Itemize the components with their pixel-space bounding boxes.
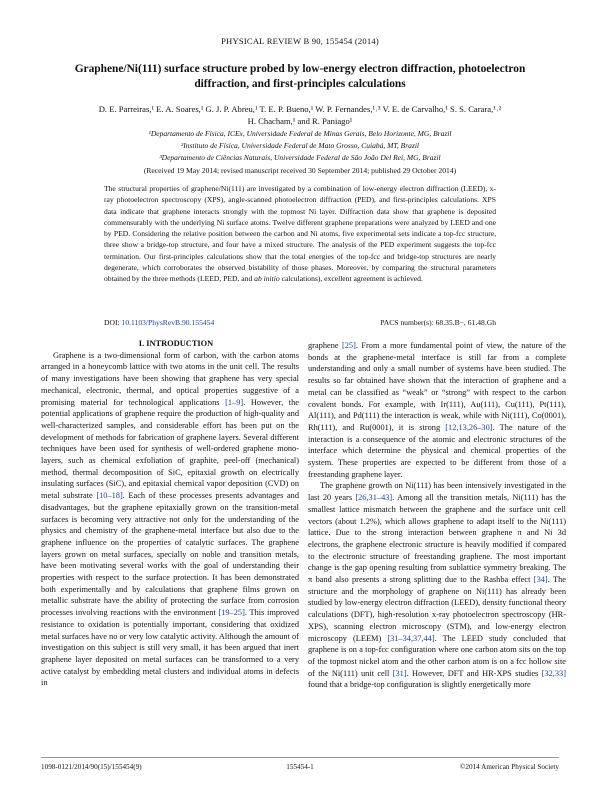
title-line-2: diffraction, and first-principles calculations — [194, 77, 406, 90]
authors-line-1: D. E. Parreiras,¹ E. A. Soares,¹ G. J. P. Abreu,¹ T. E. P. Bueno,¹ W. P. Fernandes,¹˒³ V. E. de Carvalho,¹ S. S. Carara,¹˒² — [98, 104, 502, 114]
pacs-numbers: PACS number(s): 68.35.B−, 61.48.Gh — [380, 318, 496, 327]
citation-link[interactable]: [1–9] — [225, 397, 244, 407]
citation-link[interactable]: [26,31–43] — [355, 493, 393, 503]
intro-paragraph-1 — [41, 350, 299, 689]
doi-label: DOI: — [104, 318, 120, 327]
citation-link[interactable]: [12,13,26–30] — [445, 422, 493, 432]
text-run: . The LEED study concluded that graphene is on a top-fcc configuration where one carbon atom sits on the top of the topmost nickel atom and the other carbon atom is on a fcc hollow site of the Ni(111) unit cell — [308, 633, 566, 678]
affiliation-2: ²Instituto de Física, Universidade Federal de Mato Grosso, Cuiabá, MT, Brazil — [180, 141, 420, 150]
right-column — [308, 340, 566, 691]
author-list — [48, 104, 552, 127]
received-dates: (Received 19 May 2014; revised manuscript received 30 September 2014; published 29 October 2014) — [143, 166, 457, 175]
text-run: . However, the potential applications of graphene require the production of high-quality and well-characterized samples, and considerable effort has been put on the development of methods for fabrication of graphene layers. Several different techniques have been used for synthesis of well-ordered graphene mono-layers, such as chemical exfoliation of graphite, peel-off (mechanical) method, thermal decomposition of SiC, epitaxial growth on electrically insulating surfaces (SiC), and epitaxial chemical vapor deposition (CVD) on metal substrate — [41, 397, 299, 501]
intro-paragraph-2 — [308, 480, 566, 691]
affiliation-3: ³Departamento de Ciências Naturais, Universidade Federal de São João Del Rei, MG, Brazil — [159, 153, 441, 162]
citation-link[interactable]: [10–18] — [96, 491, 123, 501]
citation-link[interactable]: [31–34,37,44] — [387, 633, 435, 643]
abstract-text-b: calculations), excellent agreement is achieved. — [279, 274, 423, 284]
paper-title — [40, 62, 560, 91]
text-run: The graphene growth on Ni(111) has been intensively investigated in the last 20 years — [308, 481, 566, 503]
journal-header: PHYSICAL REVIEW B 90, 155454 (2014) — [221, 36, 379, 46]
text-run: . Among all the transition metals, Ni(111) has the smallest lattice mismatch between the graphene and the surface unit cell vectors (about 1.2%), which allows graphene to adapt itself to the Ni(111) lattice. Due to the strong interaction between graphene π and Ni 3d electrons, the graphene electronic structure is heavily modified if compared to the electronic structure of freestanding graphene. The most important change is the gap opening resulting from sublattice symmetry breaking. The π band also presents a strong splitting due to the Rashba effect — [308, 493, 567, 585]
citation-link[interactable]: [34] — [533, 575, 548, 585]
citation-link[interactable]: [25] — [341, 341, 356, 350]
abstract-text-a: The structural properties of graphene/Ni(111) are investigated by a combination of low-energy electron diffraction (LEED), x-ray photoelectron spectroscopy (XPS), angle-scanned photoelectron diffraction (PED), and first-principles calculations. XPS data indicate that graphene interacts strongly with the topmost Ni layer. Diffraction data show that graphene is deposited commensurably with the underlying Ni surface atoms. Twelve different graphene preparations were analyzed by LEED and one by PED. Considering the relative position between the carbon and Ni atoms, five experimental sets indicate a top-fcc structure, three show a bridge-top structure, and four have a mixed structure. The analysis of the PED experiment suggests the top-fcc termination. Our first-principles calculations show that the total energies of the top-fcc and bridge-top structures are nearly degenerate, which corroborates the observed bistability of those phases. Moreover, by comparing the structural parameters obtained by the three methods (LEED, PED, and — [104, 184, 496, 284]
footer-issn: 1098-0121/2014/90(15)/155454(9) — [41, 763, 142, 771]
doi-line — [104, 318, 214, 327]
text-run: . However, DFT and HR-XPS studies — [406, 668, 542, 678]
text-run: Graphene is a two-dimensional form of carbon, with the carbon atoms arranged in a honeycomb lattice with two atoms in the unit cell. The results of many investigations have been showing that graphene has very special mechanical, electronic, thermal, and optical properties suggestive of a promising material for technological applications — [41, 350, 299, 407]
footer-copyright: ©2014 American Physical Society — [459, 763, 559, 771]
affiliation-1: ¹Departamento de Física, ICEx, Universidade Federal de Minas Gerais, Belo Horizonte, MG, Brazil — [148, 129, 452, 138]
citation-link[interactable]: [32,33] — [541, 668, 566, 678]
citation-link[interactable]: [31] — [392, 668, 407, 678]
authors-line-2: H. Chacham,¹ and R. Paniago¹ — [247, 115, 353, 126]
intro-paragraph-continued — [308, 340, 566, 480]
text-run: found that a bridge-top configuration is slightly energetically more — [308, 680, 531, 690]
text-run: . The structure and the morphology of graphene on Ni(111) has already been studied by low-energy electron diffraction (LEED), density functional theory calculations (DFT), high-resolution x-ray photoelectron spectroscopy (HR-XPS), scanning electron microscopy (STM), and low-energy electron microscopy (LEEM) — [308, 575, 566, 643]
left-column — [41, 338, 299, 689]
abstract — [104, 183, 496, 285]
text-run: . Each of these processes presents advantages and disadvantages, but the graphene epitaxially grown on the transition-metal surfaces is becoming very attractive not only for the understanding of the physics and chemistry of the graphene-metal interface but also due to the graphene influence on the properties of catalytic surfaces. The graphene layers grown on metal surfaces, specially on noble and transition metals, have been motivating several works with the goal of understanding their properties with respect to the surface protection. It has been demonstrated both experimentally and by calculations that graphene films grown on metallic substrate have the ability of protecting the surface from corrosion processes involving reactions with the environment — [41, 491, 299, 618]
text-run: graphene — [308, 341, 342, 350]
abstract-italic: ab initio — [254, 274, 280, 284]
section-heading: I. INTRODUCTION — [138, 339, 214, 348]
footer-rule — [41, 757, 559, 758]
text-run: . From a more fundamental point of view, the nature of the bonds at the graphene-metal interface is still far from a complete understanding and only a small number of systems have been studied. The results so far obtained have shown that the interaction of graphene and a metal can be classified as “weak” or “strong” with respect to the carbon covalent bonds. For example, with Ir(111), Au(111), Cu(111), Pt(111), Al(111), and Pd(111) the interaction is weak, while with Ni(111), Co(0001), Rh(111), and Ru(0001), it is strong — [308, 341, 566, 432]
footer-page-number: 155454-1 — [286, 763, 314, 771]
doi-link[interactable]: 10.1103/PhysRevB.90.155454 — [121, 318, 215, 327]
text-run: . This improved resistance to oxidation is potentially important, considering that oxidized metal surfaces have no or very low catalytic activity. Although the amount of investigation on this subject is still very small, it has been argued that inert graphene layer deposited on metal surfaces can be transformed to a very active catalyst by embedding metal clusters and individual atoms in defects in — [41, 608, 299, 688]
citation-link[interactable]: [19–25] — [218, 608, 245, 618]
title-line-1: Graphene/Ni(111) surface structure probed by low-energy electron diffraction, photoelectron — [74, 63, 526, 75]
text-run: . The nature of the interaction is a consequence of the atomic and electronic structures of the interface which determine the physical and chemical properties of the system. These properties are expected to be different from those of a freestanding graphene layer. — [308, 422, 567, 479]
